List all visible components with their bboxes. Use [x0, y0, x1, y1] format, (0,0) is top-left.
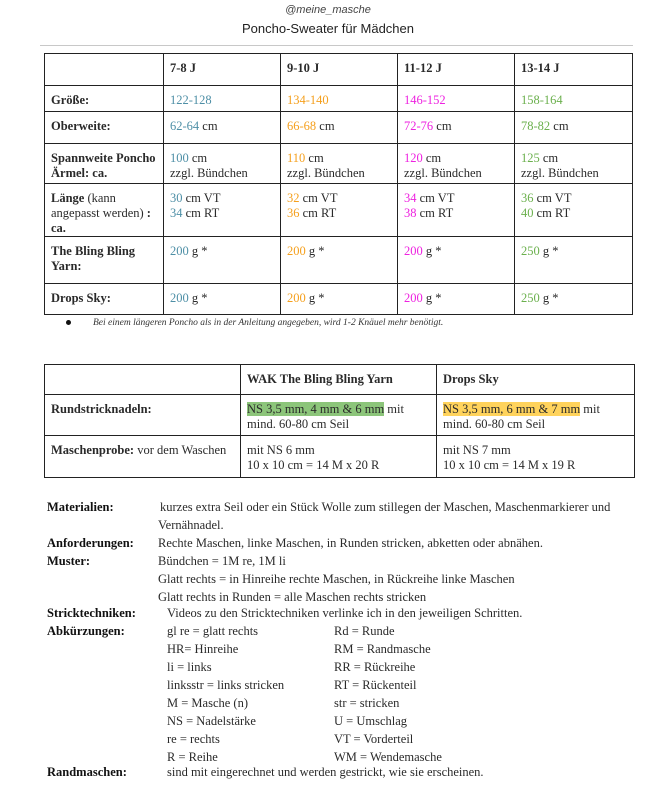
section-text: Glatt rechts = in Hinreihe rechte Maschen, in Rückreihe linke Maschen	[158, 572, 515, 586]
span-value: 125	[521, 151, 540, 165]
row-label: The Bling Bling Yarn:	[45, 237, 164, 284]
unit: g *	[191, 291, 208, 305]
needle-sizes-highlight: NS 3,5 mm, 4 mm & 6 mm	[247, 402, 385, 416]
section-text: Rechte Maschen, linke Maschen, in Runden stricken, abketten oder abnähen.	[158, 536, 543, 550]
section-label: Stricktechniken:	[47, 606, 136, 620]
length-vt-value: 30	[170, 191, 183, 205]
section-text: Bündchen = 1M re, 1M li	[158, 554, 286, 568]
table-row-oberweite	[45, 112, 633, 144]
table-row-groesse	[45, 86, 633, 112]
length-vt-value: 32	[287, 191, 300, 205]
yarn-amount: 200	[404, 244, 423, 258]
abbreviation: linksstr = links stricken	[167, 678, 285, 692]
yarn-amount: 250	[521, 291, 540, 305]
abbreviation: R = Reihe	[167, 750, 218, 764]
unit: g *	[425, 291, 442, 305]
span-note: zzgl. Bündchen	[287, 166, 365, 180]
unit: cm	[436, 119, 452, 133]
table-row-rundstricknadeln	[45, 395, 635, 436]
chest-value: 78-82	[521, 119, 551, 133]
row-label-end: ca.	[51, 221, 66, 235]
unit: g *	[542, 291, 559, 305]
row-label-line: Ärmel: ca.	[51, 166, 108, 180]
size-value: 122-128	[170, 93, 212, 107]
table-row-drops	[45, 284, 633, 315]
abbreviation: VT = Vorderteil	[334, 732, 414, 746]
abbreviation: RT = Rückenteil	[334, 678, 417, 692]
abbreviation: Rd = Runde	[334, 624, 395, 638]
length-rt-value: 38	[404, 206, 417, 220]
span-note: zzgl. Bündchen	[404, 166, 482, 180]
section-label: Materialien:	[47, 500, 114, 514]
author-handle: @meine_masche	[285, 4, 371, 16]
size-value: 146-152	[404, 93, 446, 107]
size-column-header: 7-8 J	[164, 54, 281, 86]
row-label-line: Spannweite Poncho	[51, 151, 156, 165]
unit: g *	[425, 244, 442, 258]
section-label: Abkürzungen:	[47, 624, 125, 638]
span-value: 100	[170, 151, 189, 165]
length-vt-value: 34	[404, 191, 417, 205]
abbreviation: U = Umschlag	[334, 714, 408, 728]
bullet-icon	[66, 320, 71, 325]
size-header-row	[45, 54, 633, 86]
row-label-bold: Maschenprobe:	[51, 443, 135, 457]
abbreviation: HR= Hinreihe	[167, 642, 239, 656]
section-label: Randmaschen:	[47, 765, 127, 779]
unit: cm RT	[536, 206, 571, 220]
chest-value: 62-64	[170, 119, 200, 133]
unit: cm	[542, 151, 559, 165]
yarn-column-header: WAK The Bling Bling Yarn	[241, 365, 437, 395]
length-rt-value: 36	[287, 206, 300, 220]
unit: cm	[191, 151, 208, 165]
yarn-amount: 200	[170, 244, 189, 258]
yarn-amount: 200	[287, 244, 306, 258]
unit: g *	[542, 244, 559, 258]
abbreviation: WM = Wendemasche	[334, 750, 442, 764]
row-label: Rundstricknadeln:	[45, 395, 241, 436]
needle-text: mit	[580, 402, 600, 416]
row-label-colon: :	[143, 206, 151, 220]
gauge-value: 10 x 10 cm = 14 M x 19 R	[443, 458, 576, 472]
footnote	[66, 318, 443, 328]
chest-value: 72-76	[404, 119, 434, 133]
abbreviation: gl re = glatt rechts	[167, 624, 259, 638]
row-label: Drops Sky:	[45, 284, 164, 315]
size-table	[44, 53, 633, 315]
table-row-spannweite	[45, 144, 633, 184]
needle-table	[44, 364, 635, 478]
section-text: sind mit eingerechnet und werden gestrickt, wie sie erscheinen.	[167, 765, 484, 779]
unit: g *	[308, 291, 325, 305]
table-row-bling	[45, 237, 633, 284]
abbreviation: li = links	[167, 660, 212, 674]
span-note: zzgl. Bündchen	[170, 166, 248, 180]
unit: cm	[553, 119, 569, 133]
header-divider	[40, 45, 633, 46]
yarn-amount: 200	[170, 291, 189, 305]
corner-cell	[45, 365, 241, 395]
row-label: Oberweite:	[45, 112, 164, 144]
needle-text: mit	[384, 402, 404, 416]
unit: cm VT	[536, 191, 572, 205]
needle-header-row	[45, 365, 635, 395]
yarn-column-header: Drops Sky	[437, 365, 635, 395]
yarn-amount: 200	[404, 291, 423, 305]
footnote-text: Bei einem längeren Poncho als in der Anleitung angegeben, wird 1-2 Knäuel mehr benötigt.	[93, 318, 444, 328]
unit: cm	[425, 151, 442, 165]
row-label-bold: Länge	[51, 191, 85, 205]
needle-text: mind. 60-80 cm Seil	[247, 417, 350, 431]
length-rt-value: 40	[521, 206, 534, 220]
size-column-header: 9-10 J	[281, 54, 398, 86]
row-label	[45, 144, 164, 184]
table-row-maschenprobe	[45, 436, 635, 478]
abbreviation: re = rechts	[167, 732, 220, 746]
unit: cm	[202, 119, 218, 133]
section-text: Vernähnadel.	[158, 518, 224, 532]
needle-text: mind. 60-80 cm Seil	[443, 417, 546, 431]
section-text: kurzes extra Seil oder ein Stück Wolle zum stillegen der Maschen, Maschenmarkierer und	[160, 500, 611, 514]
row-label	[45, 184, 164, 237]
length-rt-value: 34	[170, 206, 183, 220]
row-label: Größe:	[45, 86, 164, 112]
row-label-note: (kann angepasst werden)	[51, 191, 144, 220]
abbreviation: M = Masche (n)	[167, 696, 248, 710]
corner-cell	[45, 54, 164, 86]
span-value: 110	[287, 151, 306, 165]
unit: cm VT	[302, 191, 338, 205]
span-value: 120	[404, 151, 423, 165]
unit: g *	[191, 244, 208, 258]
size-column-header: 11-12 J	[398, 54, 515, 86]
page-title: Poncho-Sweater für Mädchen	[242, 21, 414, 36]
section-text: Glatt rechts in Runden = alle Maschen rechts stricken	[158, 590, 427, 604]
needle-sizes-highlight: NS 3,5 mm, 6 mm & 7 mm	[443, 402, 581, 416]
row-label-note: vor dem Waschen	[134, 443, 227, 457]
section-label: Anforderungen:	[47, 536, 134, 550]
unit: cm VT	[419, 191, 455, 205]
section-label: Muster:	[47, 554, 91, 568]
section-abkuerzungen	[47, 623, 607, 767]
table-row-laenge	[45, 184, 633, 237]
abbreviation: RR = Rückreihe	[334, 660, 416, 674]
unit: cm	[308, 151, 324, 165]
unit: cm	[319, 119, 335, 133]
row-label	[45, 436, 241, 478]
unit: cm VT	[185, 191, 221, 205]
section-text: Videos zu den Stricktechniken verlinke ich in den jeweiligen Schritten.	[167, 606, 523, 620]
chest-value: 66-68	[287, 119, 317, 133]
abbreviation: str = stricken	[334, 696, 400, 710]
abbreviation: RM = Randmasche	[334, 642, 431, 656]
length-vt-value: 36	[521, 191, 534, 205]
gauge-needle: mit NS 6 mm	[247, 443, 315, 457]
abbreviation: NS = Nadelstärke	[167, 714, 256, 728]
unit: cm RT	[302, 206, 337, 220]
size-value: 158-164	[521, 93, 563, 107]
gauge-needle: mit NS 7 mm	[443, 443, 511, 457]
yarn-amount: 250	[521, 244, 540, 258]
yarn-amount: 200	[287, 291, 306, 305]
span-note: zzgl. Bündchen	[521, 166, 599, 180]
gauge-value: 10 x 10 cm = 14 M x 20 R	[247, 458, 380, 472]
unit: cm RT	[185, 206, 220, 220]
unit: g *	[308, 244, 325, 258]
unit: cm RT	[419, 206, 454, 220]
size-column-header: 13-14 J	[515, 54, 633, 86]
size-value: 134-140	[287, 93, 329, 107]
